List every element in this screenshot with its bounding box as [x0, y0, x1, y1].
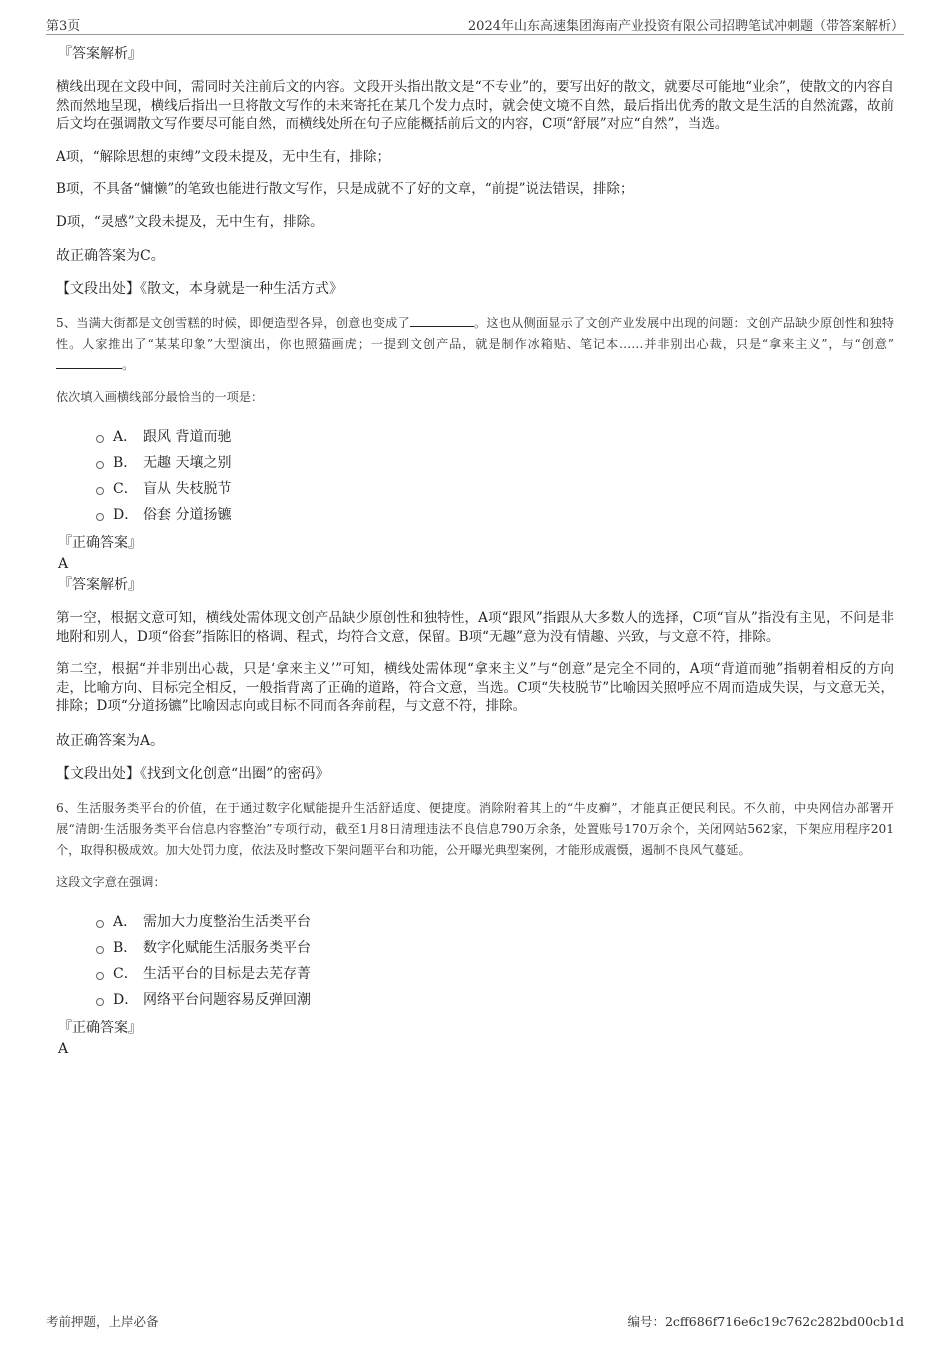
question-6-prompt: 这段文字意在强调： — [56, 874, 166, 889]
option-c[interactable]: C． 盲从 失枝脱节 — [96, 475, 894, 501]
document-title: 2024年山东高速集团海南产业投资有限公司招聘笔试冲刺题（带答案解析） — [467, 18, 904, 34]
option-b[interactable]: B． 数字化赋能生活服务类平台 — [96, 934, 894, 960]
question-6-options — [96, 908, 894, 1012]
analysis-option-d: D项，“灵感”文段未提及，无中生有，排除。 — [56, 213, 324, 230]
blank-1 — [410, 314, 474, 327]
question-5-text: 5、当满大街都是文创雪糕的时候，即便造型各异，创意也变成了 。这也从侧面显示了文创产业发展中出现的问题：文创产品缺少原创性和独特性。人家推出了“某某印象”大型演出，你也照猫画虎；一提到文创产品，就是制作冰箱贴、笔记本……并非别出心裁，只是“拿来主义”，与“创意”。 — [56, 316, 894, 372]
question-5-options — [96, 423, 894, 527]
analysis-paragraph-1: 第一空，根据文意可知，横线处需体现文创产品缺少原创性和独特性，A项“跟风”指跟从大多数人的选择，C项“盲从”指没有主见，不问是非地附和别人，D项“俗套”指陈旧的格调、程式，均符合文意，保留。B项“无趣”意为没有情趣、兴致，与文意不符，排除。 — [56, 610, 894, 645]
radio-icon[interactable] — [96, 946, 104, 954]
radio-icon[interactable] — [96, 513, 104, 521]
option-a[interactable]: A． 需加大力度整治生活类平台 — [96, 908, 894, 934]
page-number: 第3页 — [46, 18, 81, 34]
radio-icon[interactable] — [96, 972, 104, 980]
radio-icon[interactable] — [96, 435, 104, 443]
option-a[interactable]: A． 跟风 背道而驰 — [96, 423, 894, 449]
analysis-option-b: B项，不具备“慵懒”的笔致也能进行散文写作，只是成就不了好的文章，“前提”说法错误，排除； — [56, 181, 634, 197]
blank-2 — [56, 356, 122, 369]
page-header — [46, 14, 904, 35]
footer-slogan: 考前押题，上岸必备 — [46, 1314, 159, 1329]
conclusion: 故正确答案为C。 — [56, 248, 165, 264]
radio-icon[interactable] — [96, 920, 104, 928]
source-citation: 【文段出处】《找到文化创意“出圈”的密码》 — [56, 765, 330, 782]
option-b[interactable]: B． 无趣 天壤之别 — [96, 449, 894, 475]
question-5-prompt: 依次填入画横线部分最恰当的一项是： — [56, 390, 264, 404]
option-c[interactable]: C． 生活平台的目标是去芜存菁 — [96, 960, 894, 986]
radio-icon[interactable] — [96, 998, 104, 1006]
analysis-label: 『答案解析』 — [58, 577, 142, 593]
correct-answer: A — [58, 1040, 69, 1057]
radio-icon[interactable] — [96, 487, 104, 495]
option-d[interactable]: D． 网络平台问题容易反弹回潮 — [96, 986, 894, 1012]
question-6-text: 6、生活服务类平台的价值，在于通过数字化赋能提升生活舒适度、便捷度。消除附着其上的“牛皮癣”，才能真正便民利民。不久前，中央网信办部署开展“清朗·生活服务类平台信息内容整治”专项行动，截至1月8日清理违法不良信息790万余条，处置账号170万余个，关闭网站562家，下架应用程序201个，取得积极成效。加大处罚力度，依法及时整改下架问题平台和功能，公开曝光典型案例，才能形成震慑，遏制不良风气蔓延。 — [56, 800, 894, 857]
analysis-paragraph-2: 第二空，根据“并非别出心裁，只是‘拿来主义’”可知，横线处需体现“拿来主义”与“创意”是完全不同的，A项“背道而驰”指朝着相反的方向走，比喻方向、目标完全相反，一般指背离了正确的道路，符合文意，当选。C项“失枝脱节”比喻因关照呼应不周而造成失误，与文意无关，排除；D项“分道扬镳”比喻因志向或目标不同而各奔前程，与文意不符，排除。 — [56, 661, 894, 714]
analysis-option-a: A项，“解除思想的束缚”文段未提及，无中生有，排除； — [56, 148, 391, 165]
analysis-label: 『答案解析』 — [58, 46, 142, 62]
page-footer — [46, 1312, 904, 1330]
page-content — [56, 44, 894, 1060]
option-d[interactable]: D． 俗套 分道扬镳 — [96, 501, 894, 527]
correct-answer-label: 『正确答案』 — [58, 1019, 142, 1036]
correct-answer: A — [58, 556, 69, 572]
correct-answer-label: 『正确答案』 — [58, 535, 142, 551]
source-citation: 【文段出处】《散文，本身就是一种生活方式》 — [56, 281, 343, 297]
analysis-paragraph: 横线出现在文段中间，需同时关注前后文的内容。文段开头指出散文是“不专业”的，要写出好的散文，就要尽可能地“业余”，使散文的内容自然而然地呈现，横线后指出一旦将散文写作的未来寄托在某几个发力点时，就会使文境不自然，最后指出优秀的散文是生活的自然流露，故前后文均在强调散文写作要尽可能自然，而横线处所在句子应能概括前后文的内容，C项“舒展”对应“自然”，当选。 — [56, 79, 894, 132]
radio-icon[interactable] — [96, 461, 104, 469]
conclusion: 故正确答案为A。 — [56, 732, 165, 749]
document-id: 编号：2cff686f716e6c19c762c282bd00cb1d — [627, 1314, 904, 1329]
